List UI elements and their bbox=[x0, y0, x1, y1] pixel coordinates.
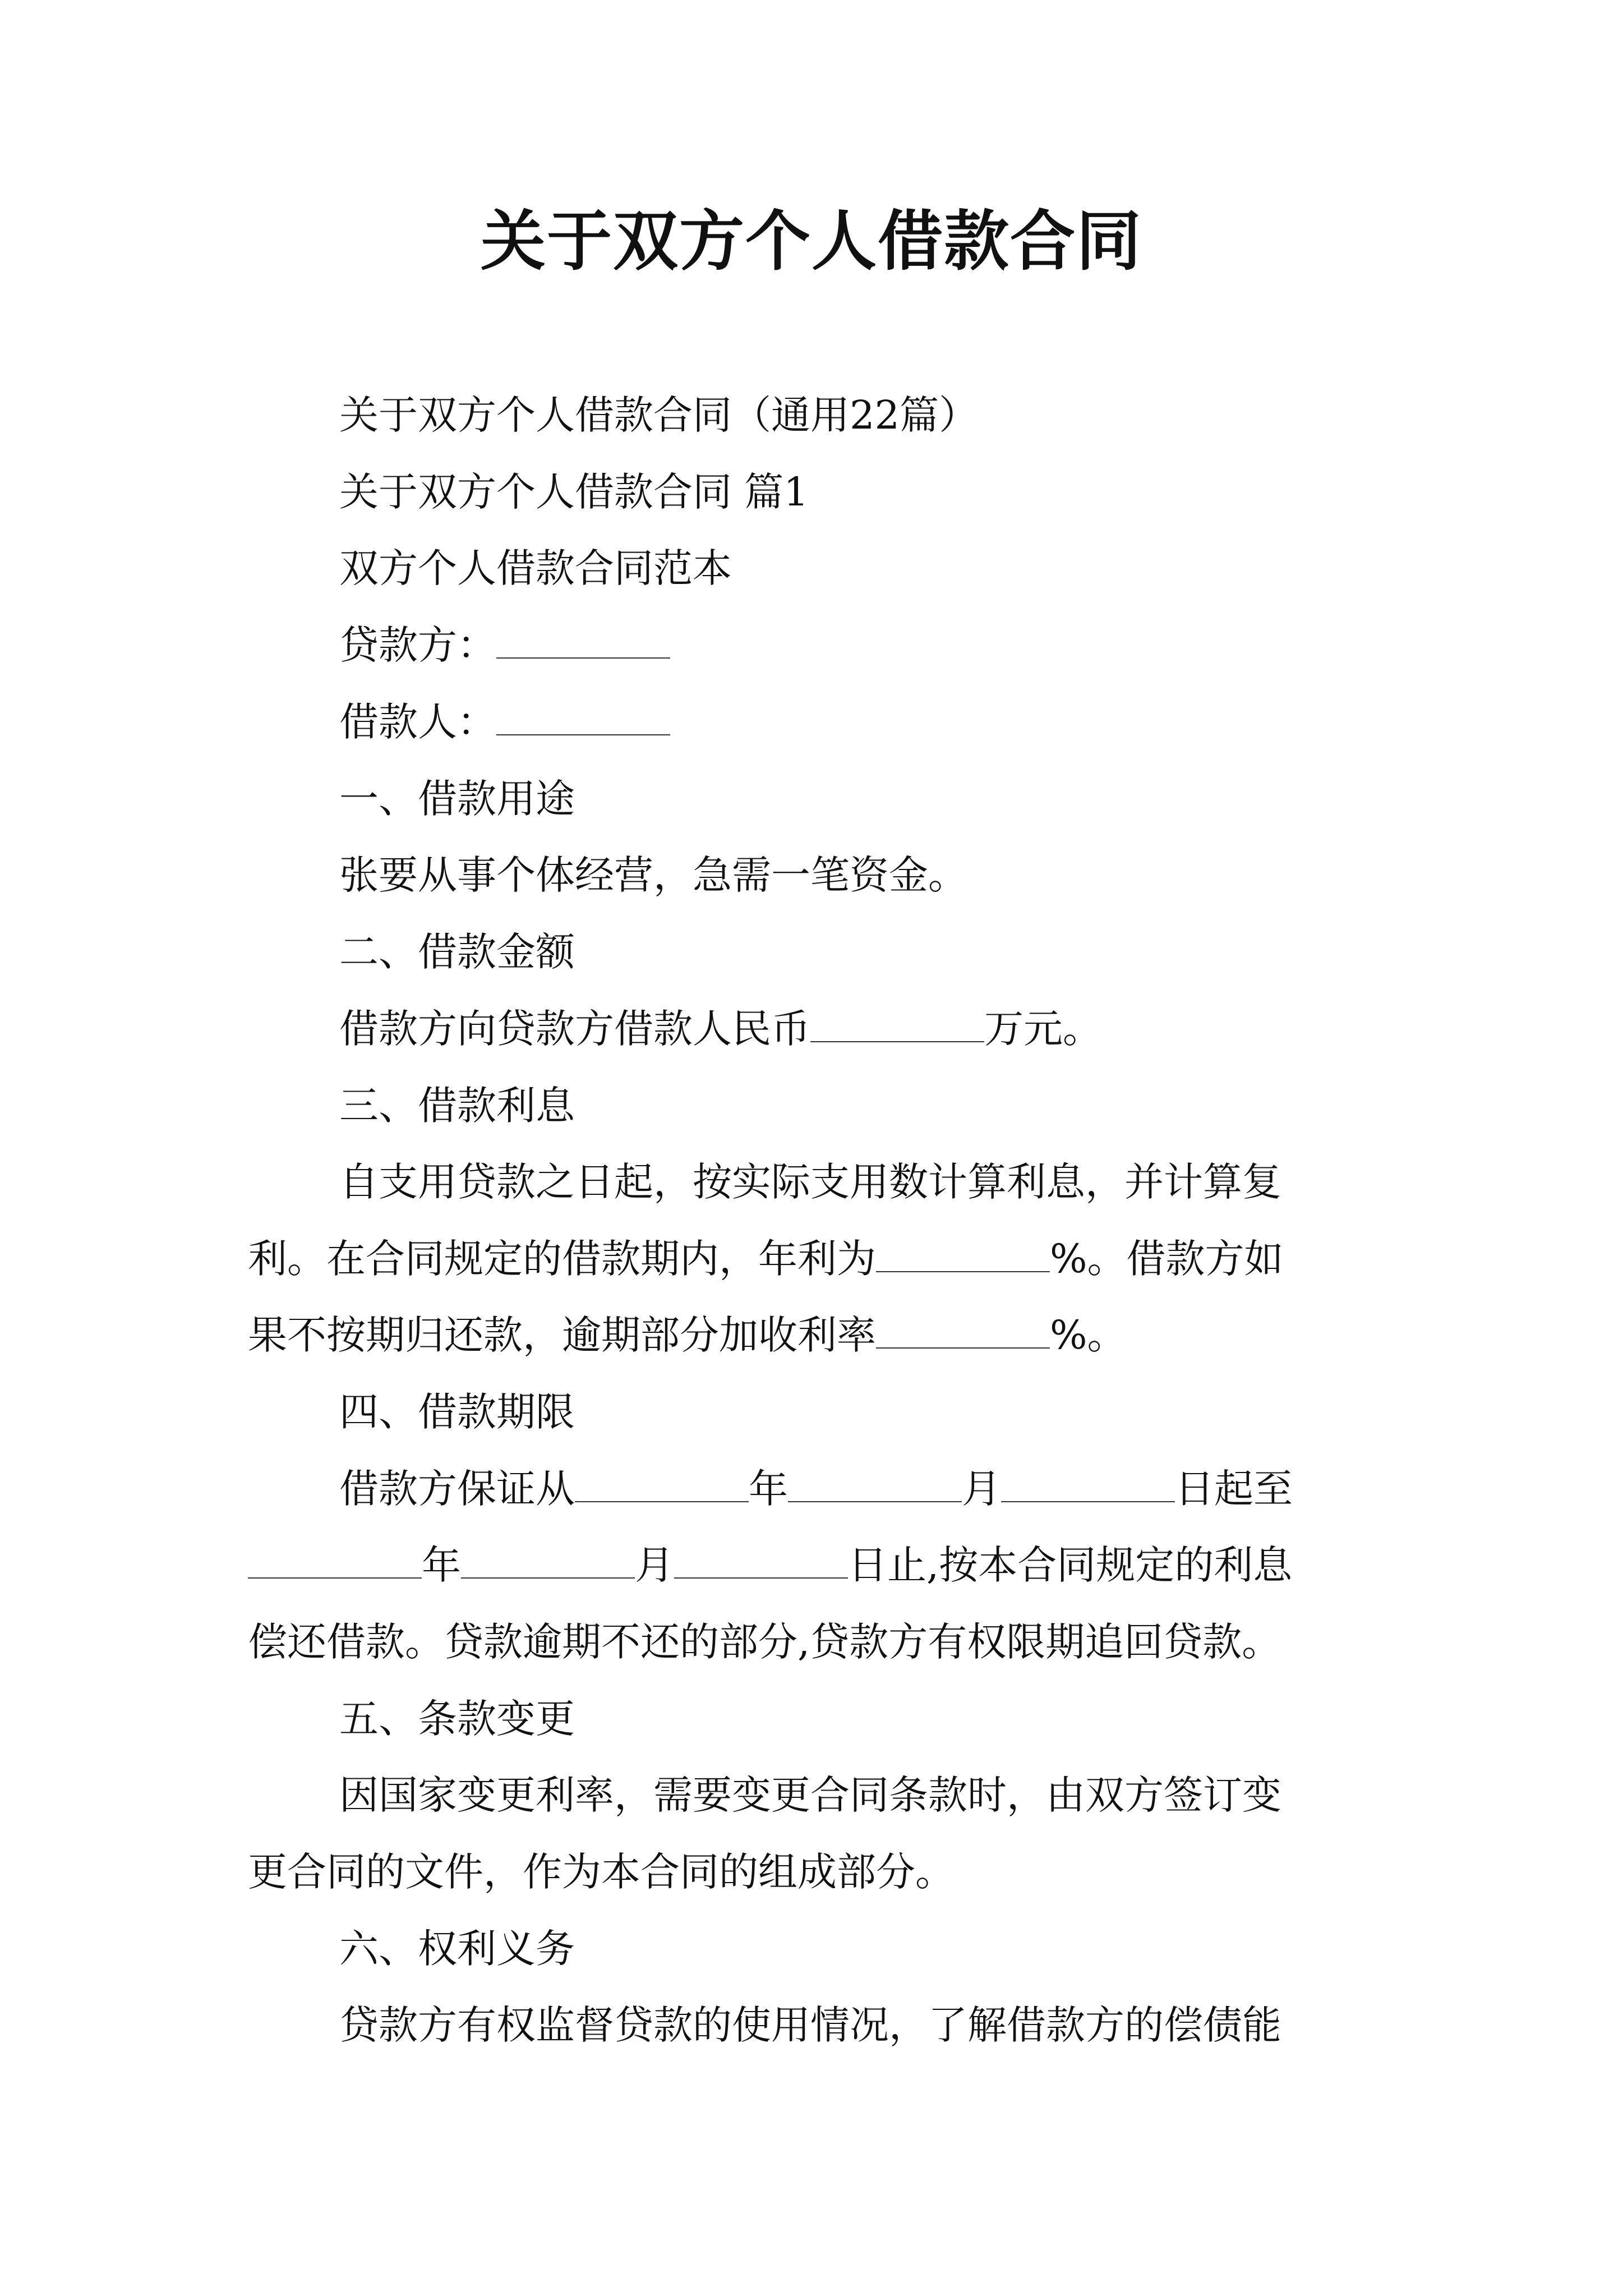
heading-loan-term: 四、借款期限 bbox=[339, 1389, 575, 1435]
borrower-label: 借款人： bbox=[339, 699, 496, 745]
text-loan-purpose: 张要从事个体经营，急需一笔资金。 bbox=[339, 852, 967, 898]
change-line-1: 因国家变更利率，需要变更合同条款时，由双方签订变 bbox=[339, 1772, 1281, 1818]
text-loan-amount bbox=[339, 1001, 1102, 1057]
borrower-line bbox=[339, 694, 670, 750]
term-year-label: 年 bbox=[749, 1466, 788, 1512]
heading-loan-amount: 二、借款金额 bbox=[339, 929, 575, 975]
amount-blank bbox=[810, 1012, 984, 1042]
interest-text-d: %。 bbox=[1050, 1312, 1127, 1358]
interest-line-3 bbox=[248, 1307, 1127, 1363]
heading-loan-interest: 三、借款利息 bbox=[339, 1083, 575, 1129]
start-month-blank bbox=[788, 1472, 962, 1502]
end-month-blank bbox=[461, 1548, 635, 1579]
term-text-c: 日止,按本合同规定的利息 bbox=[848, 1542, 1293, 1588]
template-title: 双方个人借款合同范本 bbox=[339, 545, 732, 591]
term-line-2 bbox=[248, 1537, 1292, 1593]
section-heading-1: 关于双方个人借款合同 篇1 bbox=[339, 469, 809, 515]
loan-amount-text: 借款方向贷款方借款人民币 bbox=[339, 1006, 810, 1052]
end-day-blank bbox=[674, 1548, 848, 1579]
change-line-2: 更合同的文件，作为本合同的组成部分。 bbox=[248, 1849, 955, 1895]
rights-line-1: 贷款方有权监督贷款的使用情况，了解借款方的偿债能 bbox=[339, 2002, 1281, 2048]
term-line-3: 偿还借款。贷款逾期不还的部分,贷款方有权限期追回贷款。 bbox=[248, 1619, 1281, 1665]
term-month-label-2: 月 bbox=[635, 1542, 674, 1588]
start-day-blank bbox=[1001, 1472, 1175, 1502]
subtitle-line: 关于双方个人借款合同（通用22篇） bbox=[339, 392, 979, 438]
start-year-blank bbox=[575, 1472, 749, 1502]
heading-term-change: 五、条款变更 bbox=[339, 1696, 575, 1742]
overdue-rate-blank bbox=[876, 1318, 1050, 1349]
end-year-blank bbox=[248, 1548, 422, 1579]
interest-line-2 bbox=[248, 1231, 1284, 1287]
lender-label: 贷款方： bbox=[339, 622, 496, 668]
interest-text-a: 利。在合同规定的借款期内，年利为 bbox=[248, 1236, 876, 1282]
lender-line bbox=[339, 617, 670, 673]
term-text-b: 日起至 bbox=[1175, 1466, 1293, 1512]
heading-loan-purpose: 一、借款用途 bbox=[339, 776, 575, 822]
document-title: 关于双方个人借款合同 bbox=[481, 203, 1142, 279]
interest-text-b: %。借款方如 bbox=[1050, 1236, 1284, 1282]
borrower-blank bbox=[496, 705, 670, 735]
interest-line-1: 自支用贷款之日起，按实际支用数计算利息，并计算复 bbox=[339, 1159, 1281, 1205]
loan-amount-unit: 万元。 bbox=[984, 1006, 1102, 1052]
interest-text-c: 果不按期归还款，逾期部分加收利率 bbox=[248, 1312, 876, 1358]
term-year-label-2: 年 bbox=[422, 1542, 461, 1588]
term-month-label: 月 bbox=[962, 1466, 1001, 1512]
term-text-a: 借款方保证从 bbox=[339, 1466, 575, 1512]
heading-rights-obligations: 六、权利义务 bbox=[339, 1926, 575, 1972]
lender-blank bbox=[496, 628, 670, 659]
term-line-1 bbox=[339, 1461, 1293, 1517]
rate-blank bbox=[876, 1242, 1050, 1272]
